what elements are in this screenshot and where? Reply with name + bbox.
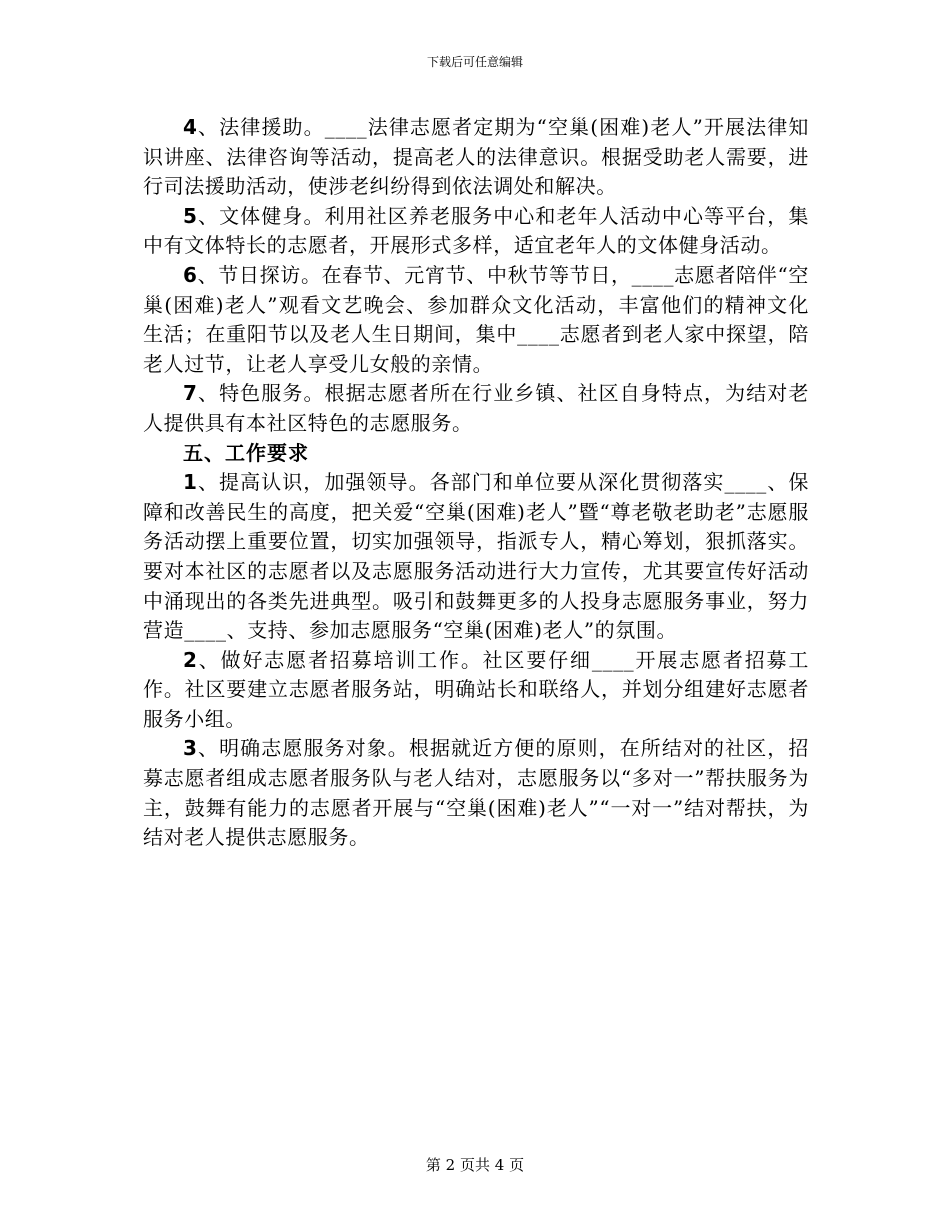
paragraph-text: 、节日探访。在春节、元宵节、中秋节等节日，____志愿者陪伴“空巢(困难)老人”观看文艺晚会、参加群众文化活动，丰富他们的精神文化生活；在重阳节以及老人生日期间，集中____志愿者到老人家中探望，陪老人过节，让老人享受儿女般的亲情。 xyxy=(143,262,809,376)
paragraph-special-services xyxy=(143,379,809,438)
item-number: 3 xyxy=(183,736,198,761)
paragraph-volunteer-recruitment xyxy=(143,646,809,735)
paragraph-text: 、特色服务。根据志愿者所在行业乡镇、社区自身特点，为结对老人提供具有本社区特色的志愿服务。 xyxy=(143,381,809,435)
paragraph-legal-aid xyxy=(143,113,809,202)
paragraph-text: 、法律援助。____法律志愿者定期为“空巢(困难)老人”开展法律知识讲座、法律咨询等活动，提高老人的法律意识。根据受助老人需要，进行司法援助活动，使涉老纠纷得到依法调处和解决。 xyxy=(143,115,809,199)
paragraph-culture-fitness xyxy=(143,202,809,261)
page-footer: 第 2 页共 4 页 xyxy=(425,1156,525,1174)
paragraph-text: 、做好志愿者招募培训工作。社区要仔细____开展志愿者招募工作。社区要建立志愿者服务站，明确站长和联络人，并划分组建好志愿者服务小组。 xyxy=(143,647,809,731)
paragraph-text: 、提高认识，加强领导。各部门和单位要从深化贯彻落实____、保障和改善民生的高度，把关爱“空巢(困难)老人”暨“尊老敬老助老”志愿服务活动摆上重要位置，切实加强领导，指派专人，精心筹划，狠抓落实。要对本社区的志愿者以及志愿服务活动进行大力宣传，尤其要宣传好活动中涌现出的各类先进典型。吸引和鼓舞更多的人投身志愿服务事业，努力营造____、支持、参加志愿服务“空巢(困难)老人”的氛围。 xyxy=(143,470,809,643)
item-number: 5 xyxy=(183,203,198,228)
paragraph-text: 、文体健身。利用社区养老服务中心和老年人活动中心等平台，集中有文体特长的志愿者，开展形式多样，适宜老年人的文体健身活动。 xyxy=(143,203,809,258)
page-header: 下载后可任意编辑 xyxy=(426,55,523,69)
item-number: 7 xyxy=(183,381,198,406)
paragraph-text: 、明确志愿服务对象。根据就近方便的原则，在所结对的社区，招募志愿者组成志愿者服务队与老人结对，志愿服务以“多对一”帮扶服务为主，鼓舞有能力的志愿者开展与“空巢(困难)老人”“一对一”结对帮扶，为结对老人提供志愿服务。 xyxy=(143,736,809,850)
document-body xyxy=(143,113,809,853)
section-heading: 五、工作要求 xyxy=(183,440,309,465)
item-number: 1 xyxy=(183,470,198,495)
item-number: 2 xyxy=(183,647,198,672)
paragraph-raise-awareness xyxy=(143,468,809,646)
item-number: 4 xyxy=(183,115,198,139)
item-number: 6 xyxy=(183,262,198,287)
paragraph-holiday-visits xyxy=(143,261,809,379)
paragraph-service-targets xyxy=(143,734,809,852)
